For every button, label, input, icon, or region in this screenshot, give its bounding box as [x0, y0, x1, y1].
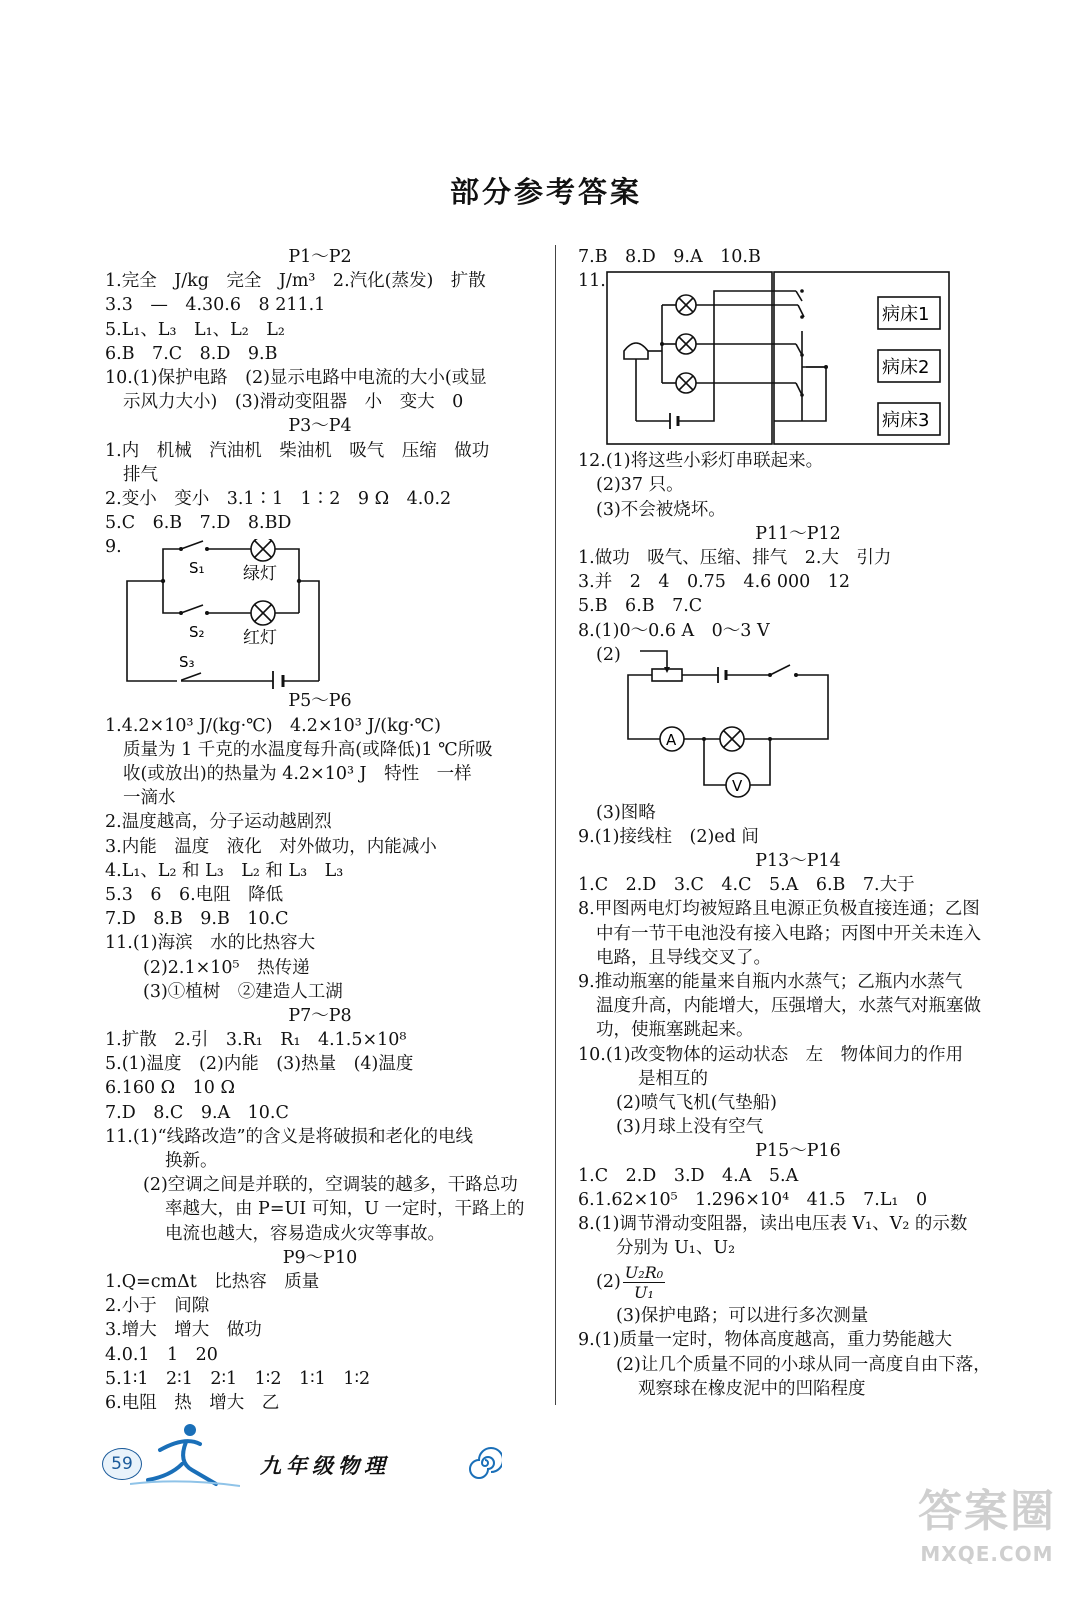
switch-label-s2: S₂ — [189, 623, 205, 642]
answer-line: 功，使瓶塞跳起来。 — [596, 1020, 754, 1041]
column-divider — [555, 245, 556, 1405]
answer-line: 1.完全 J/kg 完全 J/m³ 2.汽化(蒸发) 扩散 — [105, 271, 486, 292]
spiral-icon — [468, 1446, 502, 1480]
answer-line: 一滴水 — [123, 788, 176, 809]
answer-line: 10.(1)保护电路 (2)显示电路中电流的大小(或显 — [105, 367, 487, 388]
answer-line: 11.(1)海滨 水的比热容大 — [105, 933, 316, 954]
answer-line: 4.0.1 1 20 — [105, 1344, 218, 1365]
watermark-url: MXQE.COM — [920, 1542, 1054, 1566]
answer-line: 8.(1)0～0.6 A 0～3 V — [578, 620, 770, 641]
answer-line: (3)月球上没有空气 — [616, 1117, 764, 1138]
answer-line: (3)不会被烧坏。 — [596, 499, 726, 520]
answer-line: 换新。 — [165, 1151, 218, 1171]
section-heading: P13～P14 — [755, 851, 841, 872]
book-title: 九年级物理 — [260, 1454, 390, 1478]
fraction-denominator: U₁ — [634, 1282, 654, 1302]
answer-line: 10.(1)改变物体的运动状态 左 物体间力的作用 — [578, 1044, 964, 1065]
bed2-label: 病床2 — [882, 357, 930, 379]
red-light-label: 红灯 — [243, 628, 277, 649]
answer-line: 3.3 — 4.30.6 8 211.1 — [105, 295, 326, 316]
answer-line: 电流也越大，容易造成火灾等事故。 — [165, 1223, 445, 1244]
answer-line: (2)让几个质量不同的小球从同一高度自由下落， — [616, 1354, 991, 1375]
answer-line: 1.做功 吸气、压缩、排气 2.大 引力 — [578, 547, 892, 568]
answer-line: 排气 — [123, 464, 158, 485]
answer-line: (2)喷气飞机(气垫船) — [616, 1092, 777, 1113]
answer-line: 9.推动瓶塞的能量来自瓶内水蒸气；乙瓶内水蒸气 — [578, 972, 963, 992]
answer-line: 电路，且导线交叉了。 — [596, 947, 771, 968]
answer-line: 5.C 6.B 7.D 8.BD — [105, 513, 292, 534]
answer-line: 7.D 8.C 9.A 10.C — [105, 1102, 289, 1123]
hospital-call-circuit-diagram — [606, 271, 951, 449]
answer-line: 12.(1)将这些小彩灯串联起来。 — [578, 451, 824, 472]
answer-line: 分别为 U₁、U₂ — [616, 1238, 736, 1259]
hospital-bell-figure — [578, 269, 1018, 449]
answer-line: 5.3 6 6.电阻 降低 — [105, 884, 284, 905]
answer-line: 温度升高，内能增大，压强增大，水蒸气对瓶塞做 — [596, 996, 981, 1017]
section-heading: P7～P8 — [288, 1005, 352, 1026]
fraction — [623, 1263, 665, 1302]
answer-line: (3)①植树 ②建造人工湖 — [143, 981, 343, 1002]
answer-line: 中有一节干电池没有接入电路；丙图中开关未连入 — [596, 923, 981, 944]
answer-line: 是相互的 — [638, 1068, 708, 1089]
answer-line: (3)图略 — [596, 802, 656, 823]
answer-line: 8.甲图两电灯均被短路且电源正负极直接连通；乙图 — [578, 899, 980, 920]
ammeter-symbol: A — [666, 730, 677, 749]
answer-line: 6.电阻 热 增大 乙 — [105, 1392, 280, 1413]
page-title: 部分参考答案 — [449, 175, 642, 209]
meter-circuit-figure — [578, 643, 1018, 801]
answer-line: 3.并 2 4 0.75 4.6 000 12 — [578, 572, 850, 593]
right-column — [578, 245, 1018, 1401]
answer-line: 1.扩散 2.引 3.R₁ R₁ 4.1.5×10⁸ — [105, 1030, 407, 1051]
section-heading: P5～P6 — [288, 691, 352, 712]
section-heading: P1～P2 — [288, 247, 352, 267]
answer-line: (2) — [596, 644, 621, 665]
bed1-label: 病床1 — [882, 304, 930, 326]
answer-line: 6.B 7.C 8.D 9.B — [105, 343, 278, 364]
answer-line: 1.C 2.D 3.C 4.C 5.A 6.B 7.大于 — [578, 875, 915, 896]
answer-line: 4.L₁、L₂ 和 L₃ L₂ 和 L₃ L₃ — [105, 860, 344, 881]
section-heading: P9～P10 — [282, 1247, 358, 1268]
traffic-light-circuit-diagram — [123, 539, 343, 689]
answer-line: 3.增大 增大 做功 — [105, 1320, 262, 1341]
watermark — [912, 1482, 1062, 1592]
section-heading: P3～P4 — [288, 416, 352, 437]
voltmeter-symbol: V — [732, 776, 743, 795]
answer-line: 5.1∶1 2∶1 2∶1 1∶2 1∶1 1∶2 — [105, 1368, 371, 1389]
answer-line: 2.温度越高，分子运动越剧烈 — [105, 812, 332, 833]
answer-line: 11.(1)“线路改造”的含义是将破损和老化的电线 — [105, 1126, 474, 1147]
answer-line: 7.B 8.D 9.A 10.B — [578, 247, 761, 267]
bed3-label: 病床3 — [882, 410, 930, 432]
answer-line: 质量为 1 千克的水温度每升高(或降低)1 ℃所吸 — [123, 739, 493, 760]
answer-line: (2)37 只。 — [596, 475, 684, 496]
answer-line: 6.160 Ω 10 Ω — [105, 1078, 236, 1099]
answer-line: 2.小于 间隙 — [105, 1296, 210, 1317]
switch-label-s3: S₃ — [179, 653, 195, 672]
page-footer — [100, 1420, 520, 1490]
section-heading: P11～P12 — [755, 523, 841, 544]
answer-line: (2)2.1×10⁵ 热传递 — [143, 957, 310, 978]
fraction-answer — [578, 1260, 1018, 1304]
runner-logo-icon — [130, 1420, 240, 1490]
answer-line: 7.D 8.B 9.B 10.C — [105, 909, 289, 930]
fraction-numerator: U₂R₀ — [624, 1262, 664, 1282]
answer-prefix: (2) — [596, 1272, 621, 1293]
watermark-logo-text: 答案圈 — [918, 1486, 1056, 1537]
answer-line: 率越大，由 P=UI 可知，U 一定时，干路上的 — [165, 1199, 525, 1220]
answer-line: 3.内能 温度 液化 对外做功，内能减小 — [105, 836, 437, 857]
answer-line: 观察球在橡皮泥中的凹陷程度 — [638, 1378, 866, 1399]
answer-line: 1.C 2.D 3.D 4.A 5.A — [578, 1165, 799, 1186]
answer-line: 1.内 机械 汽油机 柴油机 吸气 压缩 做功 — [105, 440, 490, 461]
answer-line: 5.B 6.B 7.C — [578, 596, 703, 617]
answer-line: 收(或放出)的热量为 4.2×10³ J 特性 一样 — [123, 764, 472, 784]
answer-line: 1.4.2×10³ J/(kg·℃) 4.2×10³ J/(kg·℃) — [105, 715, 441, 736]
answer-line: (2)空调之间是并联的，空调装的越多，干路总功 — [143, 1175, 518, 1196]
answer-line: 9.(1)质量一定时，物体高度越高，重力势能越大 — [578, 1330, 952, 1351]
answer-line: 11. — [578, 271, 606, 292]
section-heading: P15～P16 — [755, 1141, 841, 1162]
left-column — [105, 245, 535, 1415]
answer-line: 6.1.62×10⁵ 1.296×10⁴ 41.5 7.L₁ 0 — [578, 1189, 928, 1210]
green-light-label: 绿灯 — [243, 564, 277, 585]
answer-line: 9. — [105, 537, 122, 558]
answer-line: 示风力大小) (3)滑动变阻器 小 变大 0 — [123, 392, 464, 413]
answer-line: 9.(1)接线柱 (2)ed 间 — [578, 826, 759, 847]
ammeter-voltmeter-circuit-diagram — [620, 645, 850, 801]
answer-line: 1.Q=cmΔt 比热容 质量 — [105, 1271, 320, 1292]
answer-line: 5.(1)温度 (2)内能 (3)热量 (4)温度 — [105, 1054, 414, 1075]
page-number: 59 — [102, 1448, 142, 1480]
answer-line: (3)保护电路；可以进行多次测量 — [616, 1306, 869, 1327]
switch-label-s1: S₁ — [189, 559, 205, 578]
answer-line: 2.变小 变小 3.1∶1 1∶2 9 Ω 4.0.2 — [105, 488, 452, 509]
answer-line: 5.L₁、L₃ L₁、L₂ L₂ — [105, 319, 285, 340]
answer-line: 8.(1)调节滑动变阻器，读出电压表 V₁、V₂ 的示数 — [578, 1213, 968, 1234]
